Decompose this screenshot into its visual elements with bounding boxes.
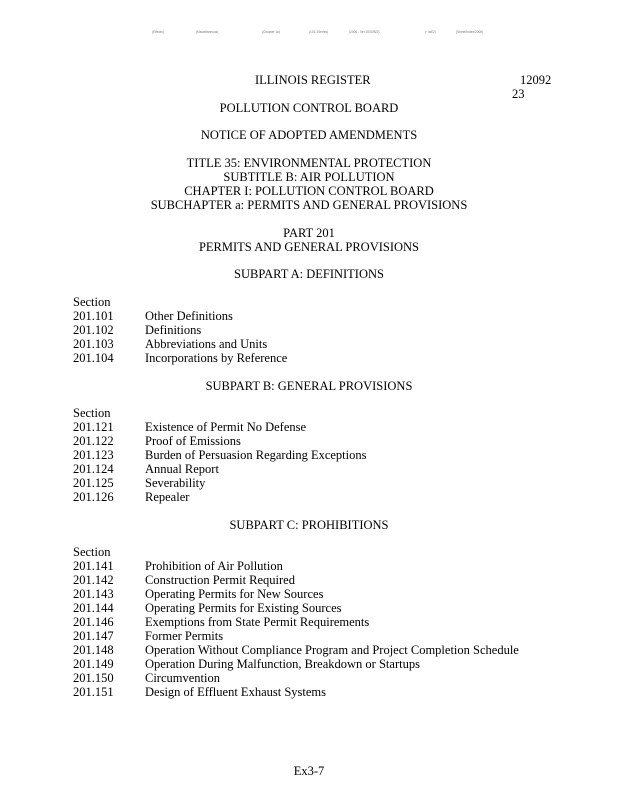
section-title: Circumvention — [145, 671, 220, 685]
section-row — [0, 309, 618, 323]
section-title: Abbreviations and Units — [145, 337, 268, 351]
title-line: TITLE 35: ENVIRONMENTAL PROTECTION — [186, 156, 432, 170]
section-title: Construction Permit Required — [145, 573, 295, 587]
section-title: Prohibition of Air Pollution — [145, 559, 283, 573]
section-row — [0, 615, 618, 629]
section-number: 201.151 — [73, 685, 114, 699]
subtitle-line: SUBTITLE B: AIR POLLUTION — [223, 170, 395, 184]
part-title: PERMITS AND GENERAL PROVISIONS — [198, 240, 420, 254]
section-title: Exemptions from State Permit Requirements — [145, 615, 370, 629]
section-number: 201.147 — [73, 629, 114, 643]
section-row — [0, 671, 618, 685]
top-mark: (Effects) — [152, 30, 164, 34]
page-footer: Ex3-7 — [293, 764, 325, 778]
top-mark: (Miscellaneous) — [196, 30, 219, 34]
section-row — [0, 462, 618, 476]
section-number: 201.102 — [73, 323, 114, 337]
section-number: 201.101 — [73, 309, 114, 323]
section-title: Definitions — [145, 323, 202, 337]
section-number: 201.126 — [73, 490, 114, 504]
section-title: Other Definitions — [145, 309, 233, 323]
subpart-b-heading: SUBPART B: GENERAL PROVISIONS — [205, 379, 413, 393]
subpart-c-heading: SUBPART C: PROHIBITIONS — [229, 518, 389, 532]
section-row — [0, 559, 618, 573]
top-mark: (Chapter 1a) — [262, 30, 280, 34]
section-title: Proof of Emissions — [145, 434, 241, 448]
section-title: Operating Permits for Existing Sources — [145, 601, 342, 615]
register-title: ILLINOIS REGISTER — [255, 73, 371, 87]
section-row — [0, 337, 618, 351]
section-number: 201.149 — [73, 657, 114, 671]
section-row — [0, 490, 618, 504]
agency-heading: POLLUTION CONTROL BOARD — [219, 101, 399, 115]
section-number: 201.150 — [73, 671, 114, 685]
subchapter-line: SUBCHAPTER a: PERMITS AND GENERAL PROVISIONS — [150, 198, 468, 212]
section-row — [0, 657, 618, 671]
section-row — [0, 434, 618, 448]
section-title: Former Permits — [145, 629, 224, 643]
section-number: 201.146 — [73, 615, 114, 629]
section-title: Existence of Permit No Defense — [145, 420, 307, 434]
section-title: Operating Permits for New Sources — [145, 587, 324, 601]
section-number: 201.144 — [73, 601, 114, 615]
top-mark: (Sheet/Index/2006) — [456, 30, 484, 34]
subpart-a-heading: SUBPART A: DEFINITIONS — [234, 267, 384, 281]
top-mark: (2006 - Ver 2000/B/2) — [349, 30, 380, 34]
section-number: 201.104 — [73, 351, 114, 365]
section-title: Annual Report — [145, 462, 219, 476]
section-title: Design of Effluent Exhaust Systems — [145, 685, 326, 699]
section-label: Section — [73, 406, 111, 420]
section-row — [0, 448, 618, 462]
section-label: Section — [73, 545, 111, 559]
part-number: PART 201 — [283, 226, 335, 240]
section-title: Incorporations by Reference — [145, 351, 288, 365]
section-number: 201.124 — [73, 462, 114, 476]
section-number: 201.125 — [73, 476, 114, 490]
section-title: Severability — [145, 476, 206, 490]
top-mark: (~/ail/2) — [425, 30, 436, 34]
section-label: Section — [73, 295, 111, 309]
section-number: 201.103 — [73, 337, 114, 351]
section-row — [0, 323, 618, 337]
section-row — [0, 629, 618, 643]
section-number: 201.121 — [73, 420, 114, 434]
section-title: Operation Without Compliance Program and Project Completion Schedule — [145, 643, 519, 657]
section-row — [0, 643, 618, 657]
section-row — [0, 573, 618, 587]
volume-number: 23 — [512, 87, 525, 101]
page-number: 12092 — [520, 73, 552, 87]
chapter-line: CHAPTER I: POLLUTION CONTROL BOARD — [184, 184, 434, 198]
section-row — [0, 587, 618, 601]
section-row — [0, 601, 618, 615]
section-title: Repealer — [145, 490, 190, 504]
section-row — [0, 351, 618, 365]
section-title: Operation During Malfunction, Breakdown or Startups — [145, 657, 420, 671]
section-number: 201.123 — [73, 448, 114, 462]
section-title: Burden of Persuasion Regarding Exceptions — [145, 448, 367, 462]
section-number: 201.148 — [73, 643, 114, 657]
section-row — [0, 420, 618, 434]
section-number: 201.141 — [73, 559, 114, 573]
section-row — [0, 685, 618, 699]
top-mark: (101.1Series) — [309, 30, 329, 34]
notice-heading: NOTICE OF ADOPTED AMENDMENTS — [200, 128, 418, 142]
section-row — [0, 476, 618, 490]
section-number: 201.122 — [73, 434, 114, 448]
section-number: 201.143 — [73, 587, 114, 601]
section-number: 201.142 — [73, 573, 114, 587]
